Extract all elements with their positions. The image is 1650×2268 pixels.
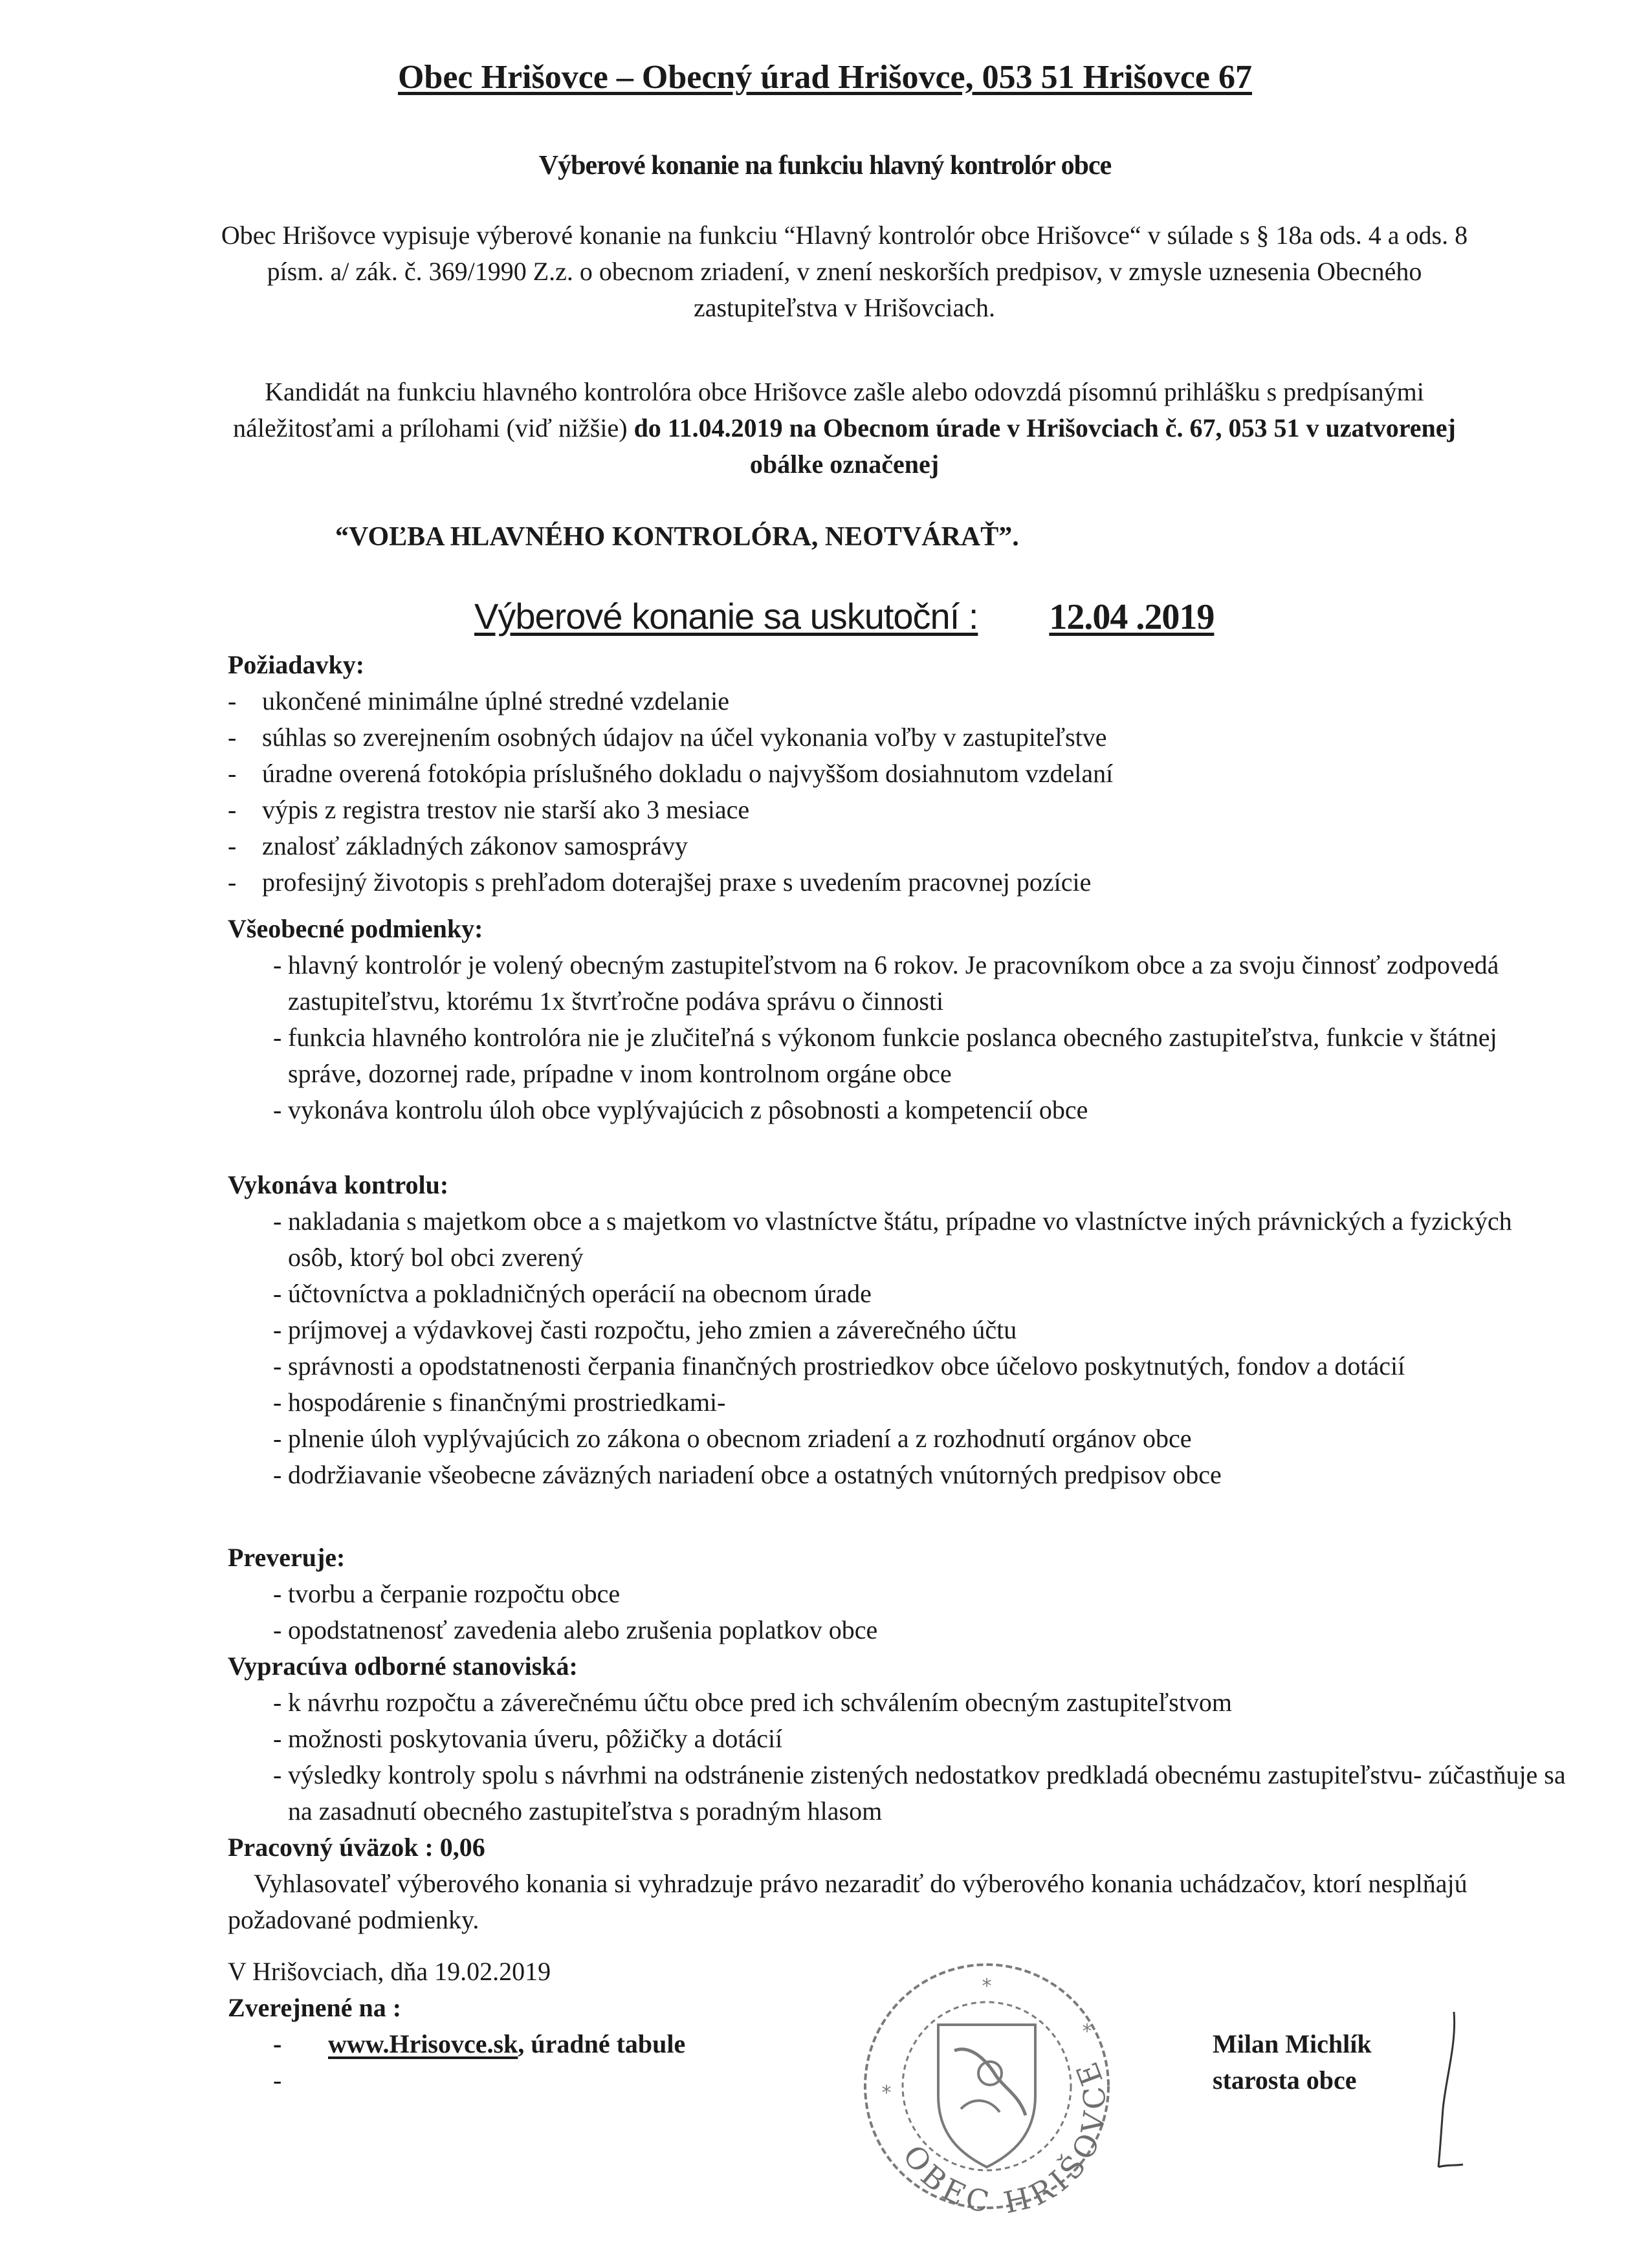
signature-mark xyxy=(1420,2005,1466,2174)
list-item: - ukončené minimálne úplné stredné vzdelanie xyxy=(228,686,729,715)
list-item: - výsledky kontroly spolu s návrhmi na odstránenie zistených nedostatkov predkladá obecnému zastupiteľstvu- zúčastňuje sa na zasadnutí obecného zastupiteľstva s poradným hlasom xyxy=(273,1760,1566,1826)
verify-heading: Preveruje: xyxy=(228,1543,346,1572)
candidate-deadline: do 11.04.2019 na Obecnom úrade v Hrišovciach č. 67, 053 51 v uzatvorenej obálke označenej xyxy=(633,413,1456,479)
svg-text:*: * xyxy=(982,1975,992,1998)
list-item: - k návrhu rozpočtu a záverečnému účtu obce pred ich schválením obecným zastupiteľstvom xyxy=(273,1688,1233,1717)
signer-role: starosta obce xyxy=(1213,2066,1357,2095)
official-seal-stamp xyxy=(857,1947,1116,2225)
list-item: - profesijný životopis s prehľadom doterajšej praxe s uvedením pracovnej pozície xyxy=(228,867,1092,897)
list-item: - nakladania s majetkom obce a s majetkom vo vlastníctve štátu, prípadne vo vlastníctve iných právnických a fyzických osôb, ktorý bol obci zverený xyxy=(273,1206,1512,1272)
general-conditions-list xyxy=(228,947,1548,1128)
reservation-paragraph: Vyhlasovateľ výberového konania si vyhradzuje právo nezaradiť do výberového konania uchádzačov, ktorí nesplňajú požadované podmienky. xyxy=(228,1869,1468,1934)
svg-text:*: * xyxy=(881,2082,892,2104)
workload-value: 0,06 xyxy=(439,1833,485,1862)
intro-paragraph: Obec Hrišovce vypisuje výberové konanie na funkciu “Hlavný kontrolór obce Hrišovce“ v súlade s § 18a ods. 4 a ods. 8 písm. a/ zák. č. 369/1990 Z.z. o obecnom zriadení, v znení neskorších predpisov, v zmysle uznesenia Obecného zastupiteľstva v Hrišovciach. xyxy=(221,221,1468,322)
list-item: - účtovníctva a pokladničných operácií na obecnom úrade xyxy=(273,1279,872,1308)
selection-date: 12.04 .2019 xyxy=(1049,597,1215,637)
published-list xyxy=(228,2026,875,2099)
document-title: Obec Hrišovce – Obecný úrad Hrišovce, 053 51 Hrišovce 67 xyxy=(397,59,1252,96)
expert-opinions-list xyxy=(228,1685,1574,1829)
list-item: - opodstatnenosť zavedenia alebo zrušenia poplatkov obce xyxy=(273,1615,878,1644)
published-heading: Zverejnené na : xyxy=(228,1993,402,2022)
workload-line xyxy=(228,1829,485,1866)
svg-text:*: * xyxy=(1082,2020,1092,2043)
list-item: - úradne overená fotokópia príslušného dokladu o najvyššom dosiahnutom vzdelaní xyxy=(228,759,1114,788)
list-item: - znalosť základných zákonov samosprávy xyxy=(228,831,688,860)
signer-name: Milan Michlík xyxy=(1213,2029,1372,2058)
list-item: - xyxy=(273,2066,282,2095)
selection-date-line xyxy=(474,595,1214,638)
svg-text:OBEC HRIŠOVCE xyxy=(896,2053,1114,2220)
list-item: - tvorbu a čerpanie rozpočtu obce xyxy=(273,1579,621,1608)
candidate-text: Kandidát na funkciu hlavného kontrolóra obce Hrišovce zašle alebo odovzdá písomnú prihlášku s predpísanými náležitosťami a prílohami (viď nižšie) xyxy=(233,377,1424,442)
requirements-heading: Požiadavky: xyxy=(228,650,365,679)
workload-label: Pracovný úväzok : xyxy=(228,1833,434,1862)
candidate-paragraph xyxy=(214,374,1475,483)
list-item: - funkcia hlavného kontrolóra nie je zlučiteľná s výkonom funkcie poslanca obecného zastupiteľstva, funkcie v štátnej správe, dozornej rade, prípadne v inom kontrolnom orgáne obce xyxy=(273,1023,1497,1088)
list-item: - www.Hrisovce.sk, úradné tabule xyxy=(273,2029,686,2058)
requirements-list xyxy=(228,683,1522,900)
general-heading: Všeobecné podmienky: xyxy=(228,914,483,943)
website-link[interactable]: www.Hrisovce.sk xyxy=(328,2029,518,2058)
list-item: - správnosti a opodstatnenosti čerpania finančných prostriedkov obce účelovo poskytnutých, fondov a dotácií xyxy=(273,1351,1405,1380)
control-list xyxy=(228,1203,1574,1493)
list-item: - plnenie úloh vyplývajúcich zo zákona o obecnom zriadení a z rozhodnutí orgánov obce xyxy=(273,1424,1192,1453)
list-item: - príjmovej a výdavkovej časti rozpočtu, jeho zmien a záverečného účtu xyxy=(273,1315,1017,1344)
list-item: - hlavný kontrolór je volený obecným zastupiteľstvom na 6 rokov. Je pracovníkom obce a za svoju činnosť zodpovedá zastupiteľstvu, ktorému 1x štvrťročne podáva správu o činnosti xyxy=(273,950,1499,1016)
list-item: - súhlas so zverejnením osobných údajov na účel vykonania voľby v zastupiteľstve xyxy=(228,723,1107,752)
envelope-label: “VOĽBA HLAVNÉHO KONTROLÓRA, NEOTVÁRAŤ”. xyxy=(335,522,1019,552)
list-item: - výpis z registra trestov nie starší ako 3 mesiace xyxy=(228,795,750,824)
list-item: - vykonáva kontrolu úloh obce vyplývajúcich z pôsobnosti a kompetencií obce xyxy=(273,1095,1088,1124)
list-item: - dodržiavanie všeobecne záväzných nariadení obce a ostatných vnútorných predpisov obce xyxy=(273,1460,1222,1489)
expert-heading: Vypracúva odborné stanoviská: xyxy=(228,1652,578,1681)
control-heading: Vykonáva kontrolu: xyxy=(228,1170,449,1199)
document-subtitle: Výberové konanie na funkciu hlavný kontrolór obce xyxy=(538,151,1112,180)
place-date: V Hrišovciach, dňa 19.02.2019 xyxy=(228,1957,551,1986)
verify-list xyxy=(228,1576,1522,1648)
list-item: - možnosti poskytovania úveru, pôžičky a dotácií xyxy=(273,1724,783,1753)
selection-label: Výberové konanie sa uskutoční : xyxy=(474,596,978,637)
seal-text: OBEC HRIŠOVCE xyxy=(896,2053,1114,2221)
list-item: - hospodárenie s finančnými prostriedkami- xyxy=(273,1388,726,1417)
signer-block xyxy=(1213,2026,1372,2099)
